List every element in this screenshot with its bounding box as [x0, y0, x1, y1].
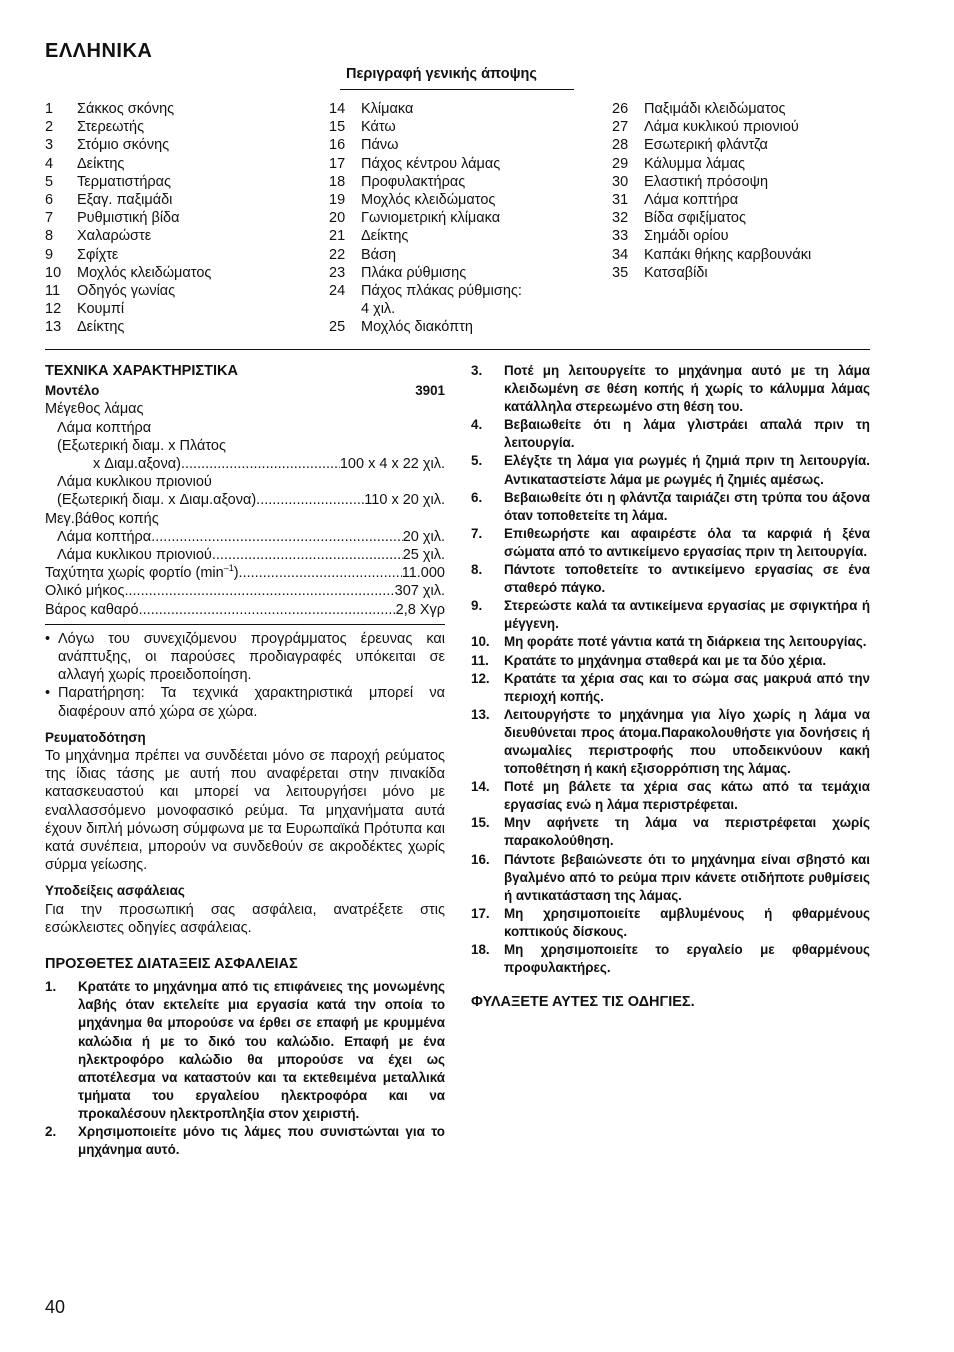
part-item — [45, 318, 320, 336]
part-item — [45, 118, 320, 136]
length-row — [45, 582, 445, 600]
safety-item-number: 11. — [471, 652, 489, 668]
safety-item-text: Κρατάτε το μηχάνημα σταθερά και με τα δύο χέρια. — [504, 652, 827, 668]
model-row — [45, 382, 445, 400]
part-label: Ρυθμιστική βίδα — [77, 210, 180, 227]
part-number: 26 — [612, 101, 629, 117]
part-number: 25 — [329, 319, 346, 336]
safety-item — [471, 416, 870, 452]
part-number: 6 — [45, 192, 54, 209]
safety-item — [471, 452, 870, 488]
safety-item — [471, 489, 870, 525]
length-label: Ολικό μήκος — [45, 583, 125, 600]
weight-row — [45, 601, 445, 619]
part-number: 12 — [45, 301, 62, 318]
part-label: Καπάκι θήκης καρβουνάκι — [644, 246, 812, 263]
speed-row — [45, 564, 445, 582]
safety-item — [471, 814, 870, 850]
saw-dims-row — [45, 491, 445, 509]
max-depth-label: Μεγ.βάθος κοπής — [45, 510, 159, 527]
weight-value: 2,8 Χγρ — [395, 601, 445, 618]
part-label: Μοχλός κλειδώματος — [77, 264, 212, 281]
part-number: 32 — [612, 210, 629, 227]
safety-item-text: Μην αφήνετε τη λάμα να περιστρέφεται χωρίς παρακολούθηση. — [504, 815, 870, 849]
closing-instruction: ΦΥΛΑΞΕΤΕ ΑΥΤΕΣ ΤΙΣ ΟΔΗΓΙΕΣ. — [471, 994, 695, 1011]
part-label: 4 χιλ. — [361, 301, 396, 318]
part-label: Πάνω — [361, 137, 399, 154]
part-item — [45, 209, 320, 227]
part-item — [45, 246, 320, 264]
part-label: Στερεωτής — [77, 119, 145, 136]
leader-dots — [139, 601, 396, 619]
part-item — [329, 191, 604, 209]
safety-item-text: Μη χρησιμοποιείτε αμβλυμένους ή φθαρμένους κοπτικούς δίσκους. — [504, 905, 870, 939]
safety-item-text: Ποτέ μη βάλετε τα χέρια σας κάτω από τα τεμάχια εργασίας ενώ η λάμα περιστρέφεται. — [504, 779, 870, 813]
leader-dots — [256, 491, 364, 509]
part-label: Οδηγός γωνίας — [77, 283, 176, 300]
part-number: 29 — [612, 155, 629, 172]
part-label: Πάχος πλάκας ρύθμισης: — [361, 283, 522, 300]
part-label: Κατσαβίδι — [644, 264, 708, 281]
part-label: Λάμα κοπτήρα — [644, 192, 739, 209]
general-view-title: Περιγραφή γενικής άποψης — [346, 66, 537, 82]
part-label: Κλίμακα — [361, 101, 414, 117]
part-label: Σάκκος σκόνης — [77, 101, 175, 117]
section-divider — [45, 349, 870, 350]
bullet-mark: • — [45, 630, 51, 647]
part-number: 2 — [45, 119, 54, 136]
safety-item-text: Επιθεωρήστε και αφαιρέστε όλα τα καρφιά ή ξένα σώματα από το αντικείμενο εργασίας πριν τη λειτουργία. — [504, 525, 870, 559]
part-item — [329, 173, 604, 191]
part-item — [329, 246, 604, 264]
parts-column-1 — [45, 100, 320, 337]
spec-note-text: Παρατήρηση: Τα τεχνικά χαρακτηριστικά μπορεί να διαφέρουν από χώρα σε χώρα. — [58, 685, 445, 720]
cutter-dims-label: (Εξωτερική διαμ. x Πλάτος — [57, 437, 226, 454]
part-label: Μοχλός κλειδώματος — [361, 192, 496, 209]
safety-item-number: 9. — [471, 598, 483, 614]
safety-item-number: 8. — [471, 562, 483, 578]
safety-item — [471, 597, 870, 633]
part-number: 8 — [45, 228, 54, 245]
part-number: 9 — [45, 246, 54, 263]
part-label: Κάτω — [361, 119, 396, 136]
part-label: Τερματιστήρας — [77, 173, 172, 190]
part-label: Χαλαρώστε — [77, 228, 152, 245]
part-item — [329, 318, 604, 336]
safety-item — [45, 978, 445, 1123]
safety-item-number: 2. — [45, 1124, 57, 1140]
part-number: 31 — [612, 192, 629, 209]
extra-safety-title: ΠΡΟΣΘΕΤΕΣ ΔΙΑΤΑΞΕΙΣ ΑΣΦΑΛΕΙΑΣ — [45, 956, 298, 973]
specs-title: ΤΕΧΝΙΚΑ ΧΑΡΑΚΤΗΡΙΣΤΙΚΑ — [45, 363, 238, 379]
part-number: 17 — [329, 155, 346, 172]
depth-cutter-row — [45, 528, 445, 546]
safety-item-text: Χρησιμοποιείτε μόνο τις λάμες που συνιστώνται για το μηχάνημα αυτό. — [78, 1124, 445, 1158]
leader-dots — [181, 455, 340, 473]
part-label: Κάλυμμα λάμας — [644, 155, 745, 172]
leader-dots — [239, 564, 402, 582]
part-number: 21 — [329, 228, 346, 245]
part-number: 11 — [45, 283, 61, 300]
part-number: 13 — [45, 319, 62, 336]
safety-item — [471, 525, 870, 561]
spec-note — [45, 630, 445, 685]
part-number: 5 — [45, 173, 54, 190]
safety-item-number: 15. — [471, 815, 490, 831]
part-item — [612, 227, 877, 245]
bullet-mark: • — [45, 685, 51, 702]
safety-item-number: 17. — [471, 905, 490, 921]
part-item — [329, 209, 604, 227]
depth-saw-label: Λάμα κυκλικου πριονιού — [57, 547, 212, 564]
part-item — [45, 282, 320, 300]
saw-blade-label: Λάμα κυκλικου πριονιού — [57, 474, 212, 491]
safety-item-text: Βεβαιωθείτε ότι η φλάντζα ταιριάζει στη τρύπα του άξονα όταν τοποθετείτε τη λάμα. — [504, 489, 870, 523]
part-label: Παξιμάδι κλειδώματος — [644, 101, 786, 117]
safety-item — [471, 652, 870, 670]
part-item — [45, 100, 320, 118]
safety-item-text: Ποτέ μη λειτουργείτε το μηχάνημα αυτό με τη λάμα κλειδωμένη σε θέση κοπής ή χωρίς το κάλυμμα λάμας κατάλληλα στερεωμένο στη θέση του. — [504, 363, 870, 415]
leader-dots — [212, 546, 403, 564]
depth-saw-value: 25 χιλ. — [402, 547, 445, 564]
part-label: Σφίχτε — [77, 246, 119, 263]
part-number: 22 — [329, 246, 346, 263]
part-label: Λάμα κυκλικού πριονιού — [644, 119, 799, 136]
safety-item-text: Ελέγξτε τη λάμα για ρωγμές ή ζημιά πριν τη λειτουργία. Αντικαταστείστε λάμα με ρωγμές ή ζημιές αμέσως. — [504, 453, 870, 487]
part-item — [329, 118, 604, 136]
model-label: Μοντέλο — [45, 383, 100, 399]
depth-cutter-value: 20 χιλ. — [402, 528, 445, 545]
safety-item-text: Μη χρησιμοποιείτε το εργαλείο με φθαρμένους προφυλακτήρες. — [504, 942, 870, 976]
safety-item-text: Κρατάτε τα χέρια σας και το σώμα σας μακρυά από την περιοχή κοπής. — [504, 670, 870, 704]
part-number: 30 — [612, 173, 629, 190]
safety-item-number: 7. — [471, 525, 483, 541]
safety-item-text: Μη φοράτε ποτέ γάντια κατά τη διάρκεια της λειτουργίας. — [504, 634, 867, 650]
safety-item-number: 13. — [471, 706, 490, 722]
part-item — [45, 300, 320, 318]
safety-item-number: 5. — [471, 453, 483, 469]
parts-column-3 — [612, 100, 877, 282]
part-label: Πλάκα ρύθμισης — [361, 264, 467, 281]
part-item — [45, 136, 320, 154]
part-number: 27 — [612, 119, 629, 136]
power-title: Ρευματοδότηση — [45, 729, 146, 745]
part-number: 24 — [329, 283, 346, 300]
part-item — [612, 246, 877, 264]
safety-item-number: 10. — [471, 634, 490, 650]
safety-hints-text: Για την προσωπική σας ασφάλεια, ανατρέξετε στις εσώκλειστες οδηγίες ασφάλειας. — [45, 901, 445, 936]
depth-cutter-label: Λάμα κοπτήρα — [57, 528, 152, 545]
part-item — [329, 136, 604, 154]
part-label: Δείκτης — [361, 228, 409, 245]
part-item — [45, 191, 320, 209]
safety-item — [471, 670, 870, 706]
part-item — [612, 173, 877, 191]
depth-saw-row — [45, 546, 445, 564]
safety-item — [471, 362, 870, 416]
spec-note — [45, 684, 445, 720]
saw-dims-label: (Εξωτερική διαμ. x Διαμ.αξονα) — [57, 492, 257, 509]
saw-dims-value: 110 x 20 χιλ. — [364, 492, 445, 509]
part-item — [45, 155, 320, 173]
safety-item — [45, 1123, 445, 1159]
safety-item-text: Βεβαιωθείτε ότι η λάμα γλιστράει απαλά πριν τη λειτουργία. — [504, 417, 870, 451]
part-item — [612, 191, 877, 209]
language-heading: ΕΛΛΗΝΙΚΑ — [45, 40, 153, 62]
cutter-blade-label: Λάμα κοπτήρα — [57, 419, 152, 436]
specs-divider — [45, 624, 445, 625]
part-number: 23 — [329, 264, 346, 281]
part-label: Βίδα σφιξίματος — [644, 210, 746, 227]
part-label: Δείκτης — [77, 319, 125, 336]
page-number: 40 — [45, 1297, 66, 1317]
part-item — [329, 282, 604, 300]
part-label: Γωνιομετρική κλίμακα — [361, 210, 501, 227]
part-item — [612, 136, 877, 154]
part-item — [45, 227, 320, 245]
speed-value: 11.000 — [401, 565, 445, 582]
spec-note-text: Λόγω του συνεχιζόμενου προγράμματος έρευνας και ανάπτυξης, οι παρούσες προδιαγραφές υπόκειται σε αλλαγή χωρίς προειδοποίηση. — [58, 630, 445, 684]
parts-column-2 — [329, 100, 604, 337]
part-item — [612, 100, 877, 118]
part-item — [612, 155, 877, 173]
part-number: 20 — [329, 210, 346, 227]
part-item — [612, 209, 877, 227]
part-item — [329, 100, 604, 118]
safety-item-number: 6. — [471, 489, 483, 505]
part-number: 19 — [329, 192, 346, 209]
part-item — [329, 264, 604, 282]
blade-size-label: Μέγεθος λάμας — [45, 401, 144, 418]
general-view-underline — [340, 89, 574, 90]
part-number: 15 — [329, 119, 346, 136]
part-item — [329, 155, 604, 173]
part-label: Εξαγ. παξιμάδι — [77, 192, 173, 209]
part-label: Προφυλακτήρας — [361, 173, 466, 190]
extra-safety-list-right — [471, 362, 870, 977]
part-label: Εσωτερική φλάντζα — [644, 137, 768, 154]
part-label: Βάση — [361, 246, 397, 263]
safety-item-number: 16. — [471, 851, 490, 867]
part-item — [329, 300, 604, 318]
cutter-dims-row — [45, 455, 445, 473]
part-item — [45, 264, 320, 282]
safety-item-number: 12. — [471, 670, 490, 686]
part-number: 28 — [612, 137, 629, 154]
safety-item-text: Στερεώστε καλά τα αντικείμενα εργασίας με σφιγκτήρα ή μέγγενη. — [504, 598, 870, 632]
part-label: Δείκτης — [77, 155, 125, 172]
part-item — [329, 227, 604, 245]
safety-item — [471, 633, 870, 651]
part-number: 1 — [45, 101, 54, 117]
part-number: 34 — [612, 246, 629, 263]
part-number: 33 — [612, 228, 629, 245]
safety-item-number: 3. — [471, 363, 483, 378]
part-number: 18 — [329, 173, 346, 190]
part-number: 35 — [612, 264, 629, 281]
safety-hints-title: Υποδείξεις ασφάλειας — [45, 883, 185, 899]
cutter-dims-label-2: x Διαμ.αξονα) — [93, 456, 181, 473]
part-label: Στόμιο σκόνης — [77, 137, 170, 154]
part-number: 16 — [329, 137, 346, 154]
model-value: 3901 — [415, 383, 445, 399]
safety-item-text: Κρατάτε το μηχάνημα από τις επιφάνειες της μονωμένης λαβής όταν εκτελείτε μια εργασία κατά την οποία το μηχάνημα θα μπορούσε να έρθει σε επαφή με κρυμμένα καλώδια ή με το δικό του καλώδιο. Επαφή με ένα ηλεκτροφόρο καλώδιο θα μπορούσε να έχει ως αποτέλεσμα να καταστούν και τα εκτεθειμένα μεταλλικά τμήματα του εργαλείου ηλεκτροφόρα και να προκαλέσουν ηλεκτροπληξία στον χειριστή. — [78, 979, 445, 1121]
weight-label: Βάρος καθαρό — [45, 601, 139, 618]
safety-item-number: 18. — [471, 942, 490, 957]
part-label: Μοχλός διακόπτη — [361, 319, 473, 336]
part-label: Ελαστική πρόσοψη — [644, 173, 769, 190]
part-number: 10 — [45, 264, 62, 281]
part-item — [612, 264, 877, 282]
safety-item — [471, 561, 870, 597]
part-label: Κουμπί — [77, 301, 125, 318]
safety-item-number: 4. — [471, 417, 483, 433]
leader-dots — [124, 582, 394, 600]
safety-item-number: 1. — [45, 979, 57, 995]
part-item — [45, 173, 320, 191]
safety-item — [471, 941, 870, 977]
cutter-dims-value: 100 x 4 x 22 χιλ. — [339, 456, 445, 473]
length-value: 307 χιλ. — [394, 583, 445, 600]
part-number: 3 — [45, 137, 54, 154]
part-number: 4 — [45, 155, 54, 172]
safety-item-text: Λειτουργήστε το μηχάνημα για λίγο χωρίς η λάμα να διευθύνεται προς άτομα.Παρακολουθήστε για δονήσεις ή ανωμαλίες περιστροφής που υποδεικνύουν κακή τοποθέτηση ή κακή εξισορρόπιση της λάμας. — [504, 706, 870, 777]
safety-item — [471, 905, 870, 941]
power-text: Το μηχάνημα πρέπει να συνδέεται μόνο σε παροχή ρεύματος της ίδιας τάσης με αυτή που αναφέρεται στην πινακίδα κατασκευαστού και μπορεί να λειτουργήσει μόνο με εναλλασσόμενο μονοφασικό ρεύμα. Τα μηχανήματα αυτά έχουν διπλή μόνωση σύμφωνα με τα Ευρωπαϊκά Πρότυπα και κατά συνέπεια, μπορούν να συνδεθούν σε ακροδέκτες χωρίς σύρμα γείωσης. — [45, 748, 445, 874]
part-label: Σημάδι ορίου — [644, 228, 729, 245]
part-label: Πάχος κέντρου λάμας — [361, 155, 501, 172]
safety-item — [471, 706, 870, 778]
part-item — [612, 118, 877, 136]
part-number: 14 — [329, 101, 346, 117]
right-text-column — [471, 362, 870, 1011]
left-text-column — [45, 362, 445, 1159]
safety-item-text: Πάντοτε τοποθετείτε το αντικείμενο εργασίας σε ένα σταθερό πάγκο. — [504, 562, 870, 596]
safety-item-number: 14. — [471, 779, 490, 795]
leader-dots — [151, 528, 403, 546]
part-number: 7 — [45, 210, 54, 227]
extra-safety-list-left — [45, 978, 445, 1159]
speed-label: Ταχύτητα χωρίς φορτίο $(\min^{-1})$ — [45, 563, 239, 582]
safety-item — [471, 778, 870, 814]
safety-item-text: Πάντοτε βεβαιώνεστε ότι το μηχάνημα είναι σβηστό και βγαλμένο από το ρεύμα πριν κάνετε οτιδήποτε ρυθμίσεις ή αντικατάσταση της λάμας. — [504, 851, 870, 903]
safety-item — [471, 851, 870, 905]
